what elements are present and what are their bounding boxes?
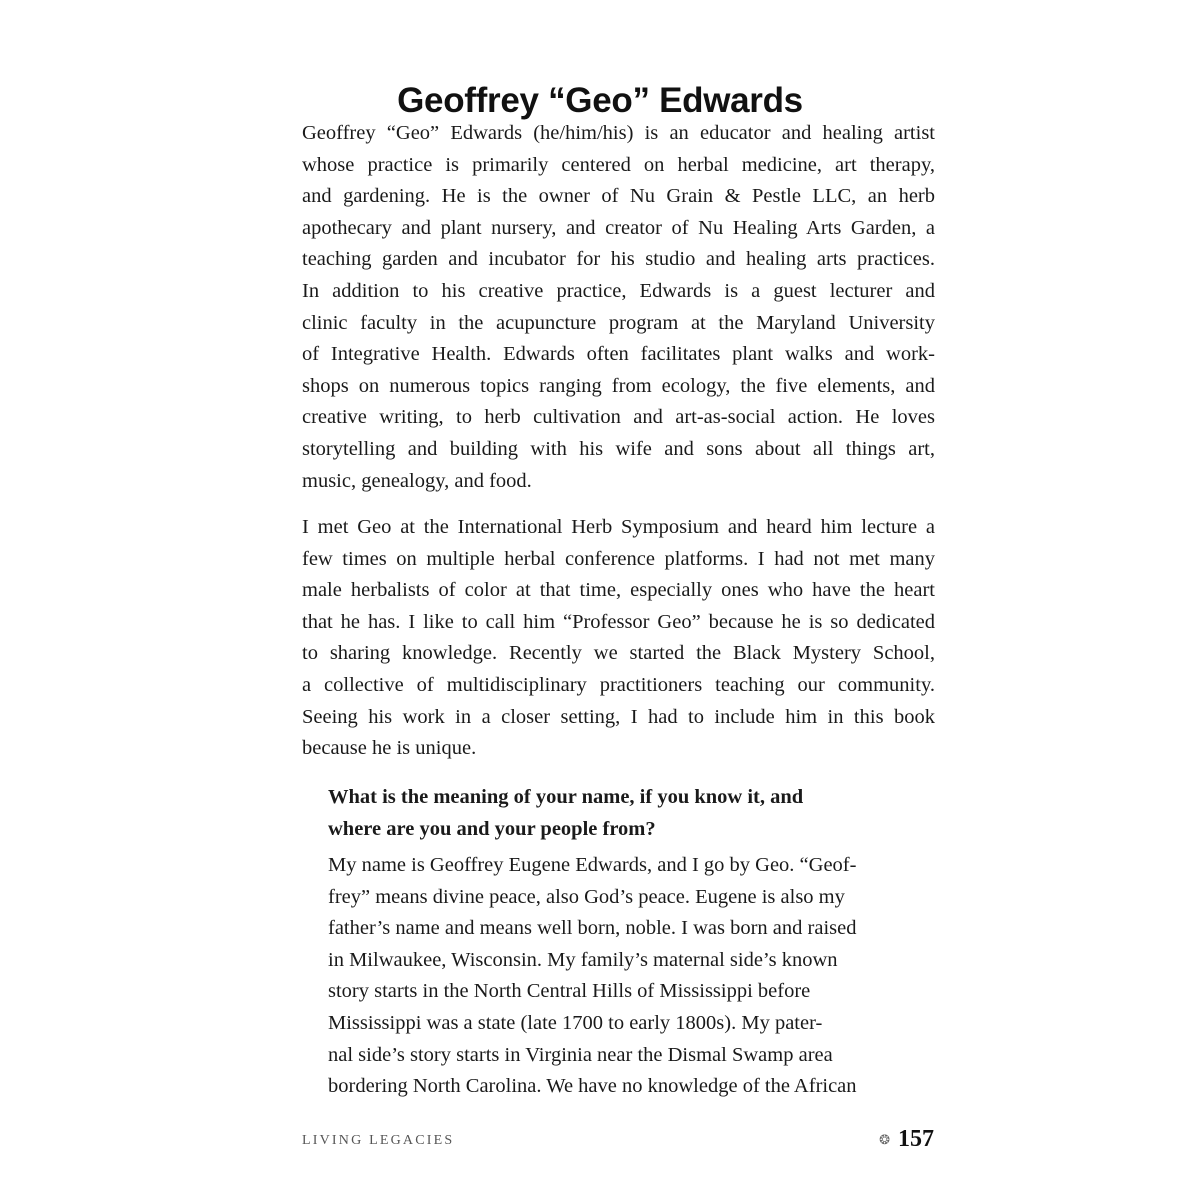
text-line: I met Geo at the International Herb Symposium and heard him lecture a	[302, 516, 935, 538]
page-title: Geoffrey “Geo” Edwards	[397, 81, 803, 121]
bio-paragraph	[302, 118, 935, 497]
text-line: male herbalists of color at that time, especially ones who have the heart	[302, 579, 935, 602]
text-line: In addition to his creative practice, Edwards is a guest lecturer and	[302, 279, 935, 302]
text-line: frey” means divine peace, also God’s peace. Eugene is also my	[328, 885, 845, 908]
text-line: a collective of multidisciplinary practitioners teaching our community.	[302, 673, 935, 696]
text-line: to sharing knowledge. Recently we started the Black Mystery School,	[302, 642, 935, 665]
intro-paragraph	[302, 512, 935, 765]
text-line: Seeing his work in a closer setting, I had to include him in this book	[302, 705, 935, 728]
text-line: of Integrative Health. Edwards often facilitates plant walks and work-	[302, 343, 935, 366]
page-number-area	[879, 1126, 934, 1153]
text-line: in Milwaukee, Wisconsin. My family’s maternal side’s known	[328, 948, 838, 971]
text-line: father’s name and means well born, noble. I was born and raised	[328, 917, 857, 940]
text-line: and gardening. He is the owner of Nu Grain & Pestle LLC, an herb	[302, 185, 935, 208]
text-line: teaching garden and incubator for his studio and healing arts practices.	[302, 248, 935, 271]
ornament-icon: ❂	[879, 1131, 890, 1147]
text-line: where are you and your people from?	[328, 818, 656, 840]
text-line: whose practice is primarily centered on herbal medicine, art therapy,	[302, 153, 935, 176]
text-line: Mississippi was a state (late 1700 to early 1800s). My pater-	[328, 1011, 823, 1034]
interview-question	[328, 781, 908, 845]
text-line: clinic faculty in the acupuncture program at the Maryland University	[302, 311, 935, 334]
text-line: nal side’s story starts in Virginia near the Dismal Swamp area	[328, 1043, 833, 1066]
text-line: that he has. I like to call him “Professor Geo” because he is so dedicated	[302, 610, 935, 633]
text-line: apothecary and plant nursery, and creator of Nu Healing Arts Garden, a	[302, 216, 935, 239]
interview-answer	[328, 850, 908, 1103]
text-line: creative writing, to herb cultivation and art-as-social action. He loves	[302, 406, 935, 429]
text-line: Geoffrey “Geo” Edwards (he/him/his) is an educator and healing artist	[302, 122, 935, 144]
text-line: What is the meaning of your name, if you know it, and	[328, 786, 804, 808]
text-line: storytelling and building with his wife and sons about all things art,	[302, 437, 935, 460]
text-line: My name is Geoffrey Eugene Edwards, and I go by Geo. “Geof-	[328, 854, 857, 876]
text-line: shops on numerous topics ranging from ecology, the five elements, and	[302, 374, 935, 397]
page-number: 157	[898, 1126, 934, 1152]
text-line: music, genealogy, and food.	[302, 469, 532, 492]
text-line: story starts in the North Central Hills of Mississippi before	[328, 980, 811, 1003]
text-line: few times on multiple herbal conference platforms. I had not met many	[302, 547, 935, 570]
running-head: LIVING LEGACIES	[302, 1133, 455, 1148]
text-line: bordering North Carolina. We have no knowledge of the African	[328, 1075, 857, 1098]
text-line: because he is unique.	[302, 737, 477, 760]
